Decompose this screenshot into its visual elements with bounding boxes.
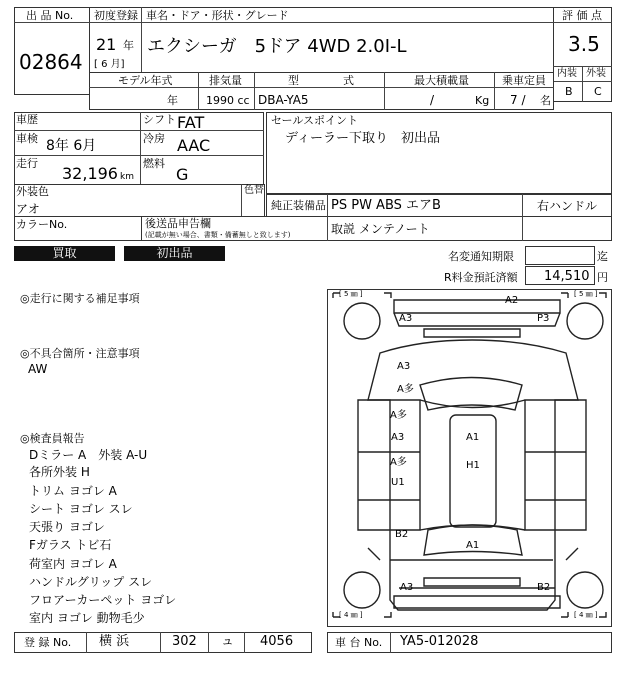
inspector-line: 荷室内 ヨゴレ A	[29, 557, 117, 571]
buy-badge: 買取	[14, 246, 115, 261]
first-listing-badge: 初出品	[124, 246, 225, 261]
inspector-line: Dミラー A 外装 A-U	[29, 448, 148, 462]
recycle-unit: 円	[597, 271, 608, 284]
mark-rear-door-left-2: U1	[391, 477, 405, 488]
ac-value: AAC	[177, 136, 211, 155]
sales-point-label: セールスポイント	[271, 114, 359, 127]
name-change-label: 名変通知期限	[448, 250, 514, 263]
year-unit: 年	[123, 39, 134, 52]
tire-rl-depth: [ 4 ㎜ ]	[339, 611, 363, 619]
mark-quarter-left: B2	[395, 529, 409, 540]
shift-label: シフト	[143, 113, 176, 126]
name-change-value	[525, 246, 595, 265]
model-code: DBA-YA5	[258, 93, 309, 107]
ext-color-label: 外装色	[16, 185, 49, 198]
interior-grade: B	[565, 85, 573, 98]
recycle-value: 14,510	[544, 269, 590, 284]
inspector-line: シート ヨゴレ スレ	[29, 502, 133, 516]
mark-front-bumper-left: A3	[399, 313, 413, 324]
mark-rear-bumper-right: B2	[537, 582, 551, 593]
reg-area: 横 浜	[99, 634, 130, 649]
month-value: [ 6 月]	[94, 59, 125, 70]
vehicle-label: 車名・ドア・形状・グレード	[146, 9, 289, 22]
tire-fl-depth: [ 5 ㎜ ]	[339, 290, 363, 298]
displacement-label: 排気量	[209, 74, 242, 87]
mark-front-door-left-2: A3	[391, 432, 405, 443]
mark-fender-left-2: A多	[397, 384, 414, 395]
recycle-label: R料金預託済額	[444, 271, 518, 284]
vehicle-name: エクシーガ 5ドア 4WD 2.0I-L	[147, 36, 407, 57]
reg-number: 4056	[260, 634, 294, 649]
mark-front-door-left-1: A多	[390, 410, 407, 421]
shift-value: FAT	[177, 113, 205, 132]
inspector-line: 各所外装 H	[29, 465, 90, 479]
lot-number: 02864	[19, 50, 83, 74]
color-change-label: 色替	[244, 185, 264, 196]
tire-fr-depth: [ 5 ㎜ ]	[574, 290, 598, 298]
score-value: 3.5	[568, 32, 600, 56]
mark-roof-1: A1	[466, 432, 480, 443]
reg-class: 302	[172, 634, 197, 649]
mark-rear-bumper-left: A3	[400, 582, 414, 593]
color-no-label: カラーNo.	[16, 218, 68, 231]
mark-rear-glass: A1	[466, 540, 480, 551]
defect-value: AW	[28, 362, 48, 376]
mileage-label: 走行	[16, 157, 38, 170]
max-load-unit: Kg	[475, 94, 490, 107]
post-report-label: 後送品申告欄	[145, 217, 211, 230]
inspector-line: 室内 ヨゴレ 動物毛少	[29, 611, 145, 625]
mark-rear-door-left-1: A多	[390, 457, 407, 468]
genuine-equip-value: PS PW ABS エアB	[331, 198, 441, 213]
year-value: 21	[96, 35, 117, 54]
name-change-unit: 迄	[597, 250, 608, 263]
ext-color-value: アオ	[16, 202, 40, 216]
capacity-label: 乗車定員	[502, 74, 546, 87]
mileage-unit: km	[120, 172, 134, 182]
sales-point-value: ディーラー下取り 初出品	[285, 131, 440, 146]
post-report-value: 取説 メンテノート	[331, 222, 430, 236]
chassis-value: YA5-012028	[400, 634, 479, 649]
model-year-label: モデル年式	[118, 74, 173, 87]
mark-fender-left-1: A3	[397, 361, 411, 372]
exterior-label: 外装	[586, 68, 606, 79]
mark-front-bumper-right2: P3	[537, 313, 550, 324]
displacement-value: 1990 cc	[206, 94, 250, 107]
inspector-heading: ◎検査員報告	[20, 432, 85, 445]
first-reg-label: 初度登録	[94, 9, 138, 22]
inspector-line: ハンドルグリップ スレ	[29, 575, 153, 589]
reg-label: 登 録 No.	[24, 636, 72, 649]
post-report-note: (記載が無い場合、書類・備蓄無しと致します)	[145, 231, 291, 239]
fuel-label: 燃料	[143, 157, 165, 170]
history-label: 車歴	[16, 113, 38, 126]
fuel-value: G	[176, 165, 189, 184]
inspector-line: 天張り ヨゴレ	[29, 520, 105, 534]
model-label: 型 式	[288, 74, 354, 87]
capacity-value: 7 /	[510, 93, 526, 107]
defect-heading: ◎不具合箇所・注意事項	[20, 347, 140, 360]
max-load-label: 最大積載量	[414, 74, 469, 87]
model-year-unit: 年	[167, 94, 178, 107]
tire-rr-depth: [ 4 ㎜ ]	[574, 611, 598, 619]
capacity-unit: 名	[540, 94, 551, 107]
car-diagram-frame	[327, 289, 612, 627]
lot-label: 出 品 No.	[26, 9, 74, 22]
mark-roof-2: H1	[466, 460, 480, 471]
inspection-label: 車検	[16, 132, 38, 145]
driving-heading: ◎走行に関する補足事項	[20, 292, 140, 305]
inspector-line: トリム ヨゴレ A	[29, 484, 117, 498]
mileage-value: 32,196	[62, 164, 118, 183]
ext-color-box	[14, 184, 265, 217]
ac-label: 冷房	[143, 132, 165, 145]
max-load-value: /	[430, 93, 435, 107]
genuine-equip-label: 純正装備品	[271, 199, 326, 212]
interior-label: 内装	[557, 68, 577, 79]
inspection-value: 8年 6月	[46, 138, 97, 154]
chassis-label: 車 台 No.	[335, 636, 383, 649]
score-label: 評 価 点	[562, 9, 602, 22]
mark-front-bumper-right: A2	[505, 295, 519, 306]
exterior-grade: C	[594, 85, 602, 98]
reg-kana: ュ	[221, 634, 235, 649]
inspector-line: フロアーカーペット ヨゴレ	[29, 593, 177, 607]
inspector-line: Fガラス トビ石	[29, 538, 112, 552]
handle-value: 右ハンドル	[537, 199, 598, 213]
